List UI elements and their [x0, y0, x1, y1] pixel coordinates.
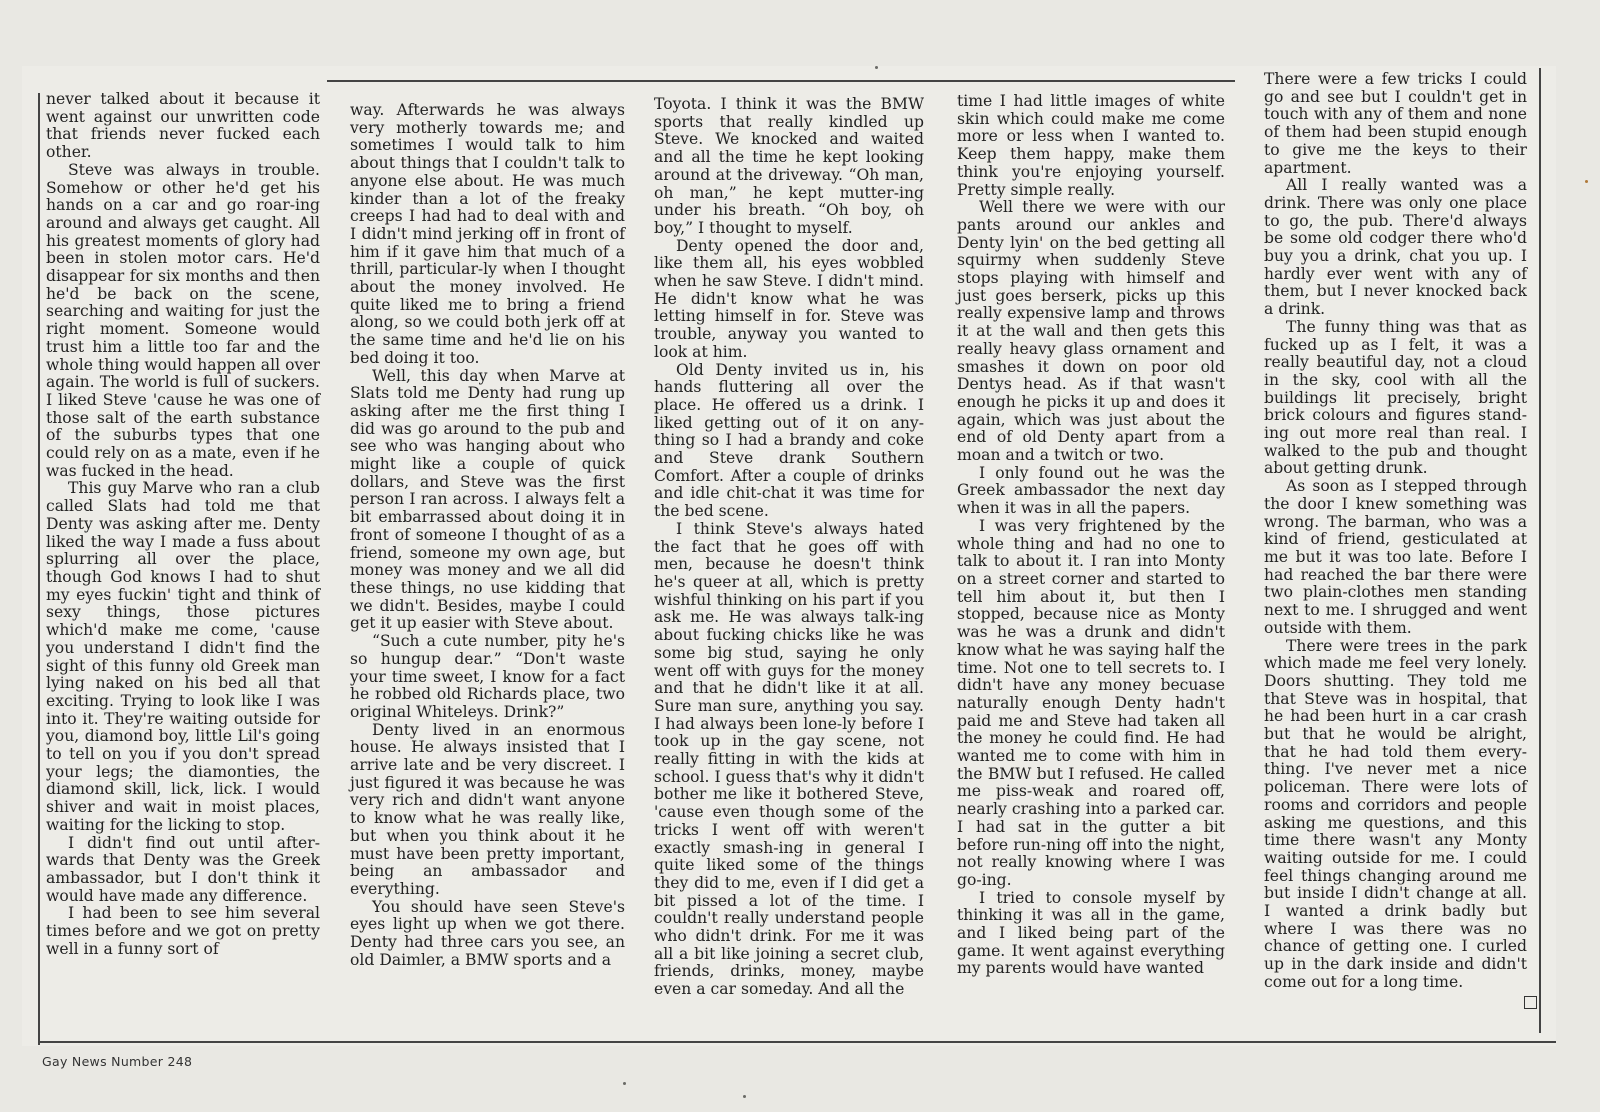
- article-column-1: [46, 91, 320, 958]
- left-rule: [38, 93, 40, 1045]
- paragraph: way. Afterwards he was always very motherly towards me; and sometimes I would talk to him about things that I couldn't talk to anyone else about. He was much kinder than a lot of the freaky creeps I had had to deal with and I didn't mind jerking off in front of him if it gave him that much of a thrill, particular-ly when I thought about the money involved. He quite liked me to bring a friend along, so we could both jerk off at the same time and he'd lie on his bed doing it too.: [350, 101, 625, 367]
- paragraph: I think Steve's always hated the fact that he goes off with men, because he doesn't think he's queer at all, which is pretty wishful thinking on his part if you ask me. He was always talk-ing about fucking chicks like he was some big stud, saying he only went off with guys for the money and that he didn't like it at all. Sure man sure, anything you say. I had always been lone-ly before I took up in the gay scene, not really fitting in with the kids at school. I guess that's why it didn't bother me like it bothered Steve, 'cause even though some of the tricks I went off with weren't exactly smash-ing in general I quite liked some of the things they did to me, even if I did get a bit pissed a lot of the time. I couldn't really understand people who didn't drink. For me it was all a bit like joining a secret club, friends, drinks, money, maybe even a car someday. And all the: [654, 519, 924, 999]
- paragraph: never talked about it because it went against our unwritten code that friends never fucked each other.: [46, 90, 320, 162]
- paragraph: The funny thing was that as fucked up as I felt, it was a really beautiful day, not a cloud in the sky, cool with all the buildings lit precisely, bright brick colours and figures stand-ing out more real than real. I walked to the pub and thought about getting drunk.: [1264, 317, 1527, 478]
- paragraph: I didn't find out until after-wards that Denty was the Greek ambassador, but I don't think it would have made any difference.: [46, 833, 320, 905]
- print-speck: [743, 1095, 746, 1098]
- paragraph: All I really wanted was a drink. There was only one place to go, the pub. There'd always be some old codger there who'd buy you a drink, chat you up. I hardly ever went with any of them, but I never knocked back a drink.: [1264, 176, 1527, 319]
- print-speck: [623, 1082, 626, 1085]
- end-of-article-box-icon: [1524, 996, 1537, 1009]
- article-column-4: [957, 93, 1225, 978]
- page-footer: Gay News Number 248: [42, 1054, 193, 1069]
- paragraph: I only found out he was the Greek ambassador the next day when it was in all the papers.: [957, 463, 1225, 518]
- paragraph: I had been to see him several times before and we got on pretty well in a funny sort of: [46, 904, 320, 958]
- paragraph: There were trees in the park which made me feel very lonely. Doors shutting. They told me that Steve was in hospital, that he had been hurt in a car crash but that he would be alright, that he had told them every-thing. I've never met a nice policeman. There were lots of rooms and corridors and people asking me questions, and this time there wasn't any Monty waiting outside for me. I could feel things changing around me but inside I didn't change at all. I wanted a drink badly but where I was there was no chance of getting one. I curled up in the dark inside and didn't come out for a long time.: [1264, 636, 1527, 991]
- paragraph: Denty opened the door and, like them all, his eyes wobbled when he saw Steve. I didn't mind. He didn't know what he was letting himself in for. Steve was trouble, anyway you wanted to look at him.: [654, 236, 924, 361]
- paragraph: Well, this day when Marve at Slats told me Denty had rung up asking after me the first thing I did was go around to the pub and see who was hanging about who might like a couple of quick dollars, and Steve was the first person I ran across. I always felt a bit embarrassed about doing it in front of someone I thought of as a friend, someone my own age, but money was money and we all did these things, no use kidding that we didn't. Besides, maybe I could get it up easier with Steve about.: [350, 366, 625, 633]
- paragraph: time I had little images of white skin which could make me come more or less when I wanted to. Keep them happy, make them think you're enjoying yourself. Pretty simple really.: [957, 92, 1225, 199]
- paragraph: There were a few tricks I could go and see but I couldn't get in touch with any of them and none of them had been stupid enough to give me the keys to their apartment.: [1264, 70, 1527, 177]
- article-column-5: [1264, 71, 1527, 992]
- top-rule: [327, 80, 1235, 82]
- bottom-rule: [40, 1041, 1556, 1043]
- paragraph: Well there we were with our pants around our ankles and Denty lyin' on the bed getting all squirmy when suddenly Steve stops playing with himself and just goes berserk, picks up this really expensive lamp and throws it at the wall and then gets this really heavy glass ornament and smashes it down on poor old Dentys head. As if that wasn't enough he picks it up and does it again, which was just about the end of old Denty apart from a moan and a twitch or two.: [957, 198, 1225, 465]
- right-rule: [1539, 68, 1541, 1033]
- print-speck: [1585, 180, 1588, 183]
- article-column-2: [350, 102, 625, 969]
- paragraph: Old Denty invited us in, his hands fluttering all over the place. He offered us a drink. I liked getting out of it on any-thing so I had a brandy and coke and Steve drank Southern Comfort. After a couple of drinks and idle chit-chat it was time for the bed scene.: [654, 360, 924, 521]
- paragraph: I tried to console myself by thinking it was all in the game, and I liked being part of the game. It went against everything my parents would have wanted: [957, 888, 1225, 978]
- article-column-3: [654, 96, 924, 999]
- paragraph: Toyota. I think it was the BMW sports that really kindled up Steve. We knocked and waited and all the time he kept looking around at the driveway. “Oh man, oh man,” he kept mutter-ing under his breath. “Oh boy, oh boy,” I thought to myself.: [654, 95, 924, 237]
- paragraph: “Such a cute number, pity he's so hungup dear.” “Don't waste your time sweet, I know for a fact he robbed old Richards place, two original Whiteleys. Drink?”: [350, 632, 625, 721]
- paragraph: As soon as I stepped through the door I knew something was wrong. The barman, who was a kind of friend, gesticulated at me but it was too late. Before I had reached the bar there were two plain-clothes men standing next to me. I shrugged and went outside with them.: [1264, 477, 1527, 637]
- paragraph: Steve was always in trouble. Somehow or other he'd get his hands on a car and go roar-ing around and always get caught. All his greatest moments of glory had been in stolen motor cars. He'd disappear for six months and then he'd be back on the scene, searching and waiting for just the right moment. Someone would trust him a little too far and the whole thing would happen all over again. The world is full of suckers. I liked Steve 'cause he was one of those salt of the earth substance of the suburbs types that one could rely on as a mate, even if he was fucked in the head.: [46, 160, 320, 480]
- paragraph: You should have seen Steve's eyes light up when we got there. Denty had three cars you see, an old Daimler, a BMW sports and a: [350, 897, 625, 969]
- paragraph: This guy Marve who ran a club called Slats had told me that Denty was asking after me. Denty liked the way I made a fuss about splurring all over the place, though God knows I had to shut my eyes fuckin' tight and think of sexy things, those pictures which'd make me come, 'cause you understand I didn't find the sight of this funny old Greek man lying naked on his bed all that exciting. Trying to look like I was into it. They're waiting outside for you, diamond boy, little Lil's going to tell on you if you don't spread your legs; the diamonties, the diamond skill, lick, lick. I would shiver and wait in moist places, waiting for the licking to stop.: [46, 479, 320, 834]
- print-speck: [875, 66, 878, 69]
- paragraph: Denty lived in an enormous house. He always insisted that I arrive late and be very discreet. I just figured it was because he was very rich and didn't want anyone to know what he was really like, but when you think about it he must have been pretty important, being an ambassador and everything.: [350, 720, 625, 898]
- paragraph: I was very frightened by the whole thing and had no one to talk to about it. I ran into Monty on a street corner and started to tell him about it, but then I stopped, because nice as Monty was he was a drunk and didn't know what he was saying half the time. Not one to tell secrets to. I didn't have any money becuase naturally enough Denty hadn't paid me and Steve had taken all the money he could find. He had wanted me to come with him in the BMW but I refused. He called me piss-weak and roared off, nearly crashing into a parked car. I had sat in the gutter a bit before run-ning off into the night, not really knowing where I was go-ing.: [957, 516, 1225, 889]
